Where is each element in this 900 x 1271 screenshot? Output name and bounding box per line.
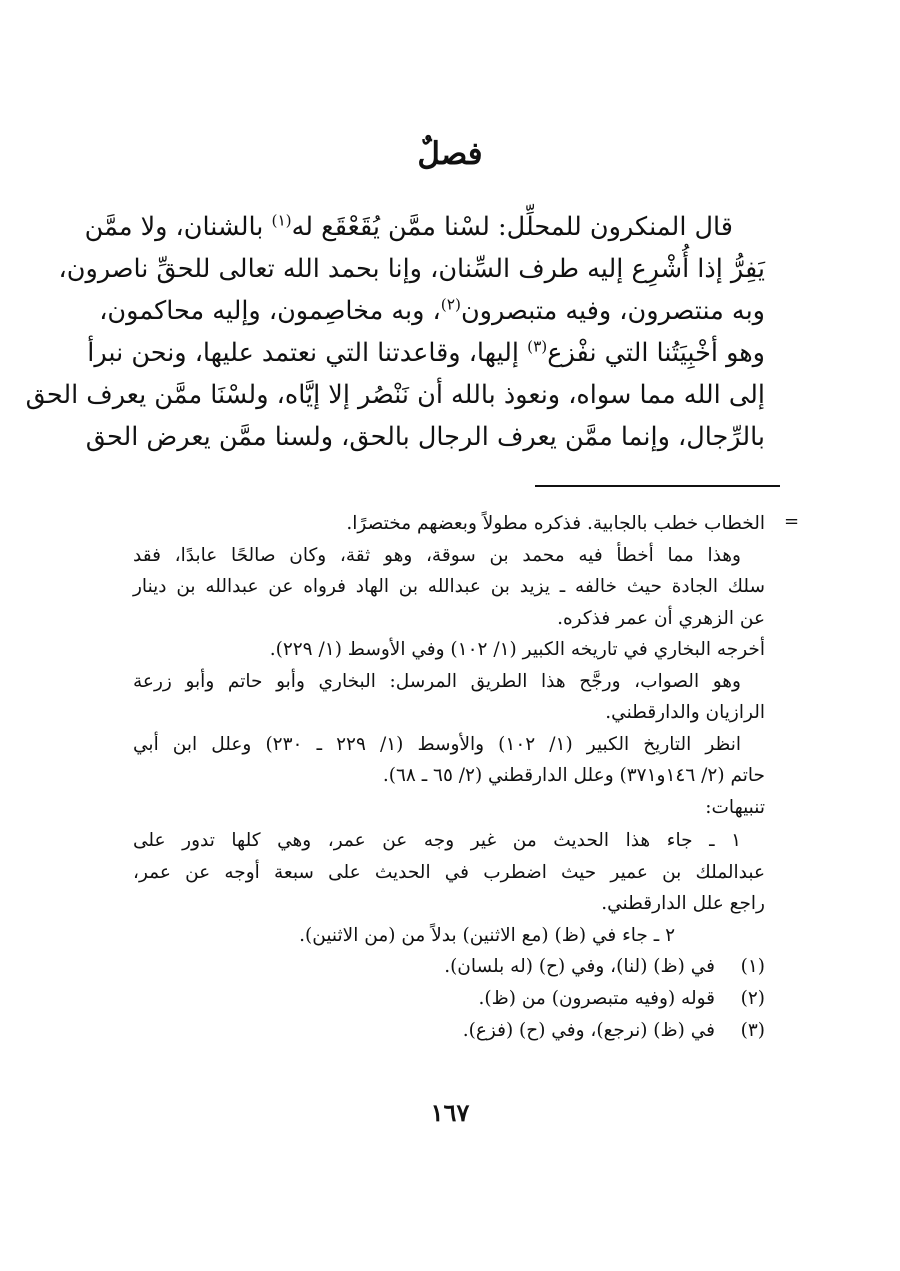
footnote-marker-3: (٣) — [527, 337, 548, 356]
footnote-marker-1: (١) — [271, 211, 292, 230]
footnote-number: (٣) — [740, 1020, 765, 1041]
main-text-line: إلى الله مما سواه، ونعوذ بالله أن نَنْصُر إلا إيَّاه، ولسْنَا ممَّن يعرف الحق — [25, 380, 765, 410]
note-subheading: تنبيهات: — [705, 796, 765, 818]
footnote-marker-2: (٢) — [440, 295, 461, 314]
footnote-number: (١) — [740, 956, 765, 977]
note-line: حاتم (٢/ ١٤٦و٣٧١) وعلل الدارقطني (٢/ ٦٥ ـ ٦٨). — [382, 765, 765, 786]
main-text-line — [87, 332, 765, 374]
footnote-number: (٢) — [740, 988, 765, 1009]
main-text-line-part: إليها، وقاعدتنا التي نعتمد عليها، ونحن نبرأ — [87, 338, 519, 368]
note-line: سلك الجادة حيث خالفه ـ يزيد بن عبدالله بن الهاد فرواه عن عبدالله بن دينار — [133, 576, 765, 597]
footnote-separator — [535, 485, 780, 487]
main-text-line-part: وبه منتصرون، وفيه متبصرون — [460, 296, 765, 326]
main-text-line — [99, 290, 765, 332]
footnote-item — [133, 951, 765, 983]
main-text-line: يَفِرُّ إذا أُشْرِع إليه طرف السِّنان، وإنا بحمد الله تعالى للحقِّ ناصرون، — [58, 254, 765, 284]
note-line: انظر التاريخ الكبير (١/ ١٠٢) والأوسط (١/ ٢٢٩ ـ ٢٣٠) وعلل ابن أبي — [133, 733, 741, 755]
note-line: ٢ ـ جاء في (ظ) (مع الاثنين) بدلاً من (من الاثنين). — [299, 924, 675, 946]
footnote-text: قوله (وفيه متبصرون) من (ظ). — [478, 988, 715, 1009]
main-text — [25, 206, 765, 458]
main-text-line-part: قال المنكرون للمحلِّل: لسْنا ممَّن يُقَعْقَع له — [291, 212, 733, 242]
continuation-mark: = — [784, 511, 800, 532]
footnote-item — [133, 1015, 765, 1047]
note-line: راجع علل الدارقطني. — [601, 893, 765, 914]
main-text-line-part: ، وبه مخاصِمون، وإليه محاكمون، — [99, 296, 441, 326]
note-line: الخطاب خطب بالجابية. فذكره مطولاً وبعضهم مختصرًا. — [346, 513, 765, 534]
footnote-item — [133, 983, 765, 1015]
section-heading: فصلٌ — [417, 136, 483, 172]
main-text-line — [84, 206, 765, 248]
note-line: وهذا مما أخطأ فيه محمد بن سوقة، وهو ثقة، وكان صالحًا عابدًا، فقد — [133, 544, 741, 566]
main-text-line-part: وهو أخْبِيَتُنا التي نفْزع — [547, 338, 765, 368]
page-number: ١٦٧ — [430, 1098, 470, 1127]
note-line: وهو الصواب، ورجَّح هذا الطريق المرسل: البخاري وأبو حاتم وأبو زرعة — [133, 670, 741, 692]
note-line: عبدالملك بن عمير حيث اضطرب في الحديث على سبعة أوجه عن عمر، — [133, 861, 765, 883]
footnotes-area — [133, 508, 765, 1047]
footnote-text: في (ظ) (نرجع)، وفي (ح) (فزع). — [462, 1020, 715, 1041]
main-text-line-part: بالشنان، ولا ممَّن — [84, 212, 264, 242]
note-line: عن الزهري أن عمر فذكره. — [557, 607, 765, 629]
footnote-text: في (ظ) (لنا)، وفي (ح) (له بلسان). — [444, 956, 715, 977]
note-line: الرازيان والدارقطني. — [605, 702, 765, 723]
main-text-line: بالرِّجال، وإنما ممَّن يعرف الرجال بالحق، ولسنا ممَّن يعرض الحق — [85, 422, 765, 452]
note-line: ١ ـ جاء هذا الحديث من غير وجه عن عمر، وهي كلها تدور على — [133, 830, 741, 851]
note-line: أخرجه البخاري في تاريخه الكبير (١/ ١٠٢) وفي الأوسط (١/ ٢٢٩). — [269, 639, 765, 660]
